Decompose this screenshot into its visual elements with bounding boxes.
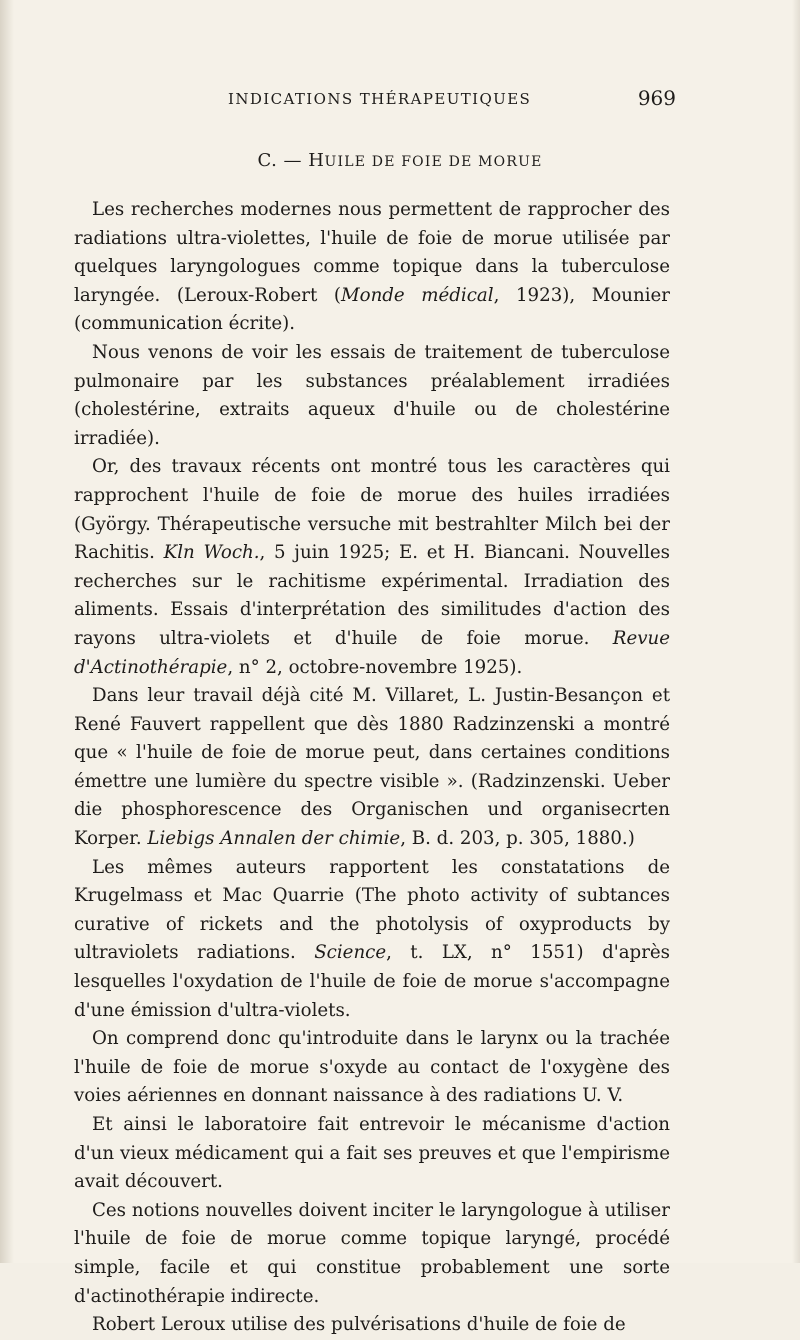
paragraph-text: Les recherches modernes nous permettent de rapprocher des radiations ultra-violettes, l'huile de foie de morue utilisée par quelques laryngologues comme topique dans la tuberculose laryngée. (Leroux-Robert (	[74, 199, 670, 306]
paragraph-8	[74, 1197, 670, 1311]
body-text	[74, 196, 670, 1340]
paragraph-7	[74, 1111, 670, 1197]
paragraph-text: Robert Leroux utilise des pulvérisations d'huile de foie de	[92, 1314, 626, 1336]
citation-journal: Revue d'Actinothérapie	[74, 627, 670, 678]
page-edge-shadow-right	[792, 0, 800, 1263]
paragraph-text: Ces notions nouvelles doivent inciter le laryngologue à utiliser l'huile de foie de morue comme topique laryngé, procédé simple, facile et qui constitue probablement une sorte d'actinothérapie indirecte.	[74, 1199, 670, 1307]
paragraph-text: Dans leur travail déjà cité M. Villaret, L. Justin-Besançon et René Fauvert rappellent que dès 1880 Radzinzenski a montré que « l'huile de foie de morue peut, dans certaines conditions émettre une lumière du spectre visible ». (Radzinzenski. Ueber die phosphorescence des Organischen und organisecrten Korper.	[74, 685, 670, 850]
paragraph-1	[74, 196, 670, 339]
section-title-initial: H	[308, 150, 325, 171]
running-title: INDICATIONS THÉRAPEUTIQUES	[228, 90, 532, 108]
page-number: 969	[637, 86, 676, 110]
paragraph-5	[74, 854, 670, 1026]
section-title-rest: UILE DE FOIE DE MORUE	[324, 154, 543, 170]
paragraph-9	[74, 1311, 670, 1340]
paragraph-text: On comprend donc qu'introduite dans le larynx ou la trachée l'huile de foie de morue s'oxyde au contact de l'oxygène des voies aériennes en donnant naissance à des radiations U. V.	[74, 1028, 670, 1107]
section-heading	[0, 150, 800, 171]
citation-journal: Monde médical	[341, 284, 494, 306]
citation-journal: Liebigs Annalen der chimie	[147, 828, 401, 850]
paragraph-2	[74, 339, 670, 453]
paragraph-6	[74, 1025, 670, 1111]
citation-journal: Science	[314, 942, 387, 964]
paragraph-text: , 5 juin 1925; E. et H. Biancani. Nouvelles recherches sur le rachitisme expérimental. Irradiation des aliments. Essais d'interprétation des similitudes d'action des rayons ultra-violets et d'huile de foie morue.	[74, 542, 670, 649]
paragraph-text: , n° 2, octobre-novembre 1925).	[227, 656, 523, 678]
paragraph-text: , t. LX, n° 1551) d'après lesquelles l'oxydation de l'huile de foie de morue s'accompagne d'une émission d'ultra-violets.	[74, 942, 670, 1021]
paragraph-text: Or, des travaux récents ont montré tous les caractères qui rapprochent l'huile de foie de morue des huiles irradiées (György. Thérapeutische versuche mit bestrahlter Milch bei der Rachitis.	[74, 456, 670, 564]
citation-journal: Kln Woch.	[163, 542, 260, 564]
paragraph-3	[74, 453, 670, 682]
page-edge-shadow	[0, 0, 14, 1263]
paragraph-4	[74, 682, 670, 854]
section-letter: C. —	[257, 150, 303, 171]
paragraph-text: Et ainsi le laboratoire fait entrevoir le mécanisme d'action d'un vieux médicament qui a fait ses preuves et que l'empirisme avait découvert.	[74, 1114, 670, 1193]
paragraph-text: , 1923), Mounier (communication écrite).	[74, 284, 671, 335]
page-header	[228, 86, 676, 114]
paragraph-text: Les mêmes auteurs rapportent les constatations de Krugelmass et Mac Quarrie (The photo activity of subtances curative of rickets and the photolysis of oxyproducts by ultraviolets radiations.	[74, 856, 670, 964]
paragraph-text: , B. d. 203, p. 305, 1880.)	[400, 828, 635, 850]
paragraph-text: Nous venons de voir les essais de traitement de tuberculose pulmonaire par les substances préalablement irradiées (cholestérine, extraits aqueux d'huile ou de cholestérine irradiée).	[74, 341, 670, 449]
